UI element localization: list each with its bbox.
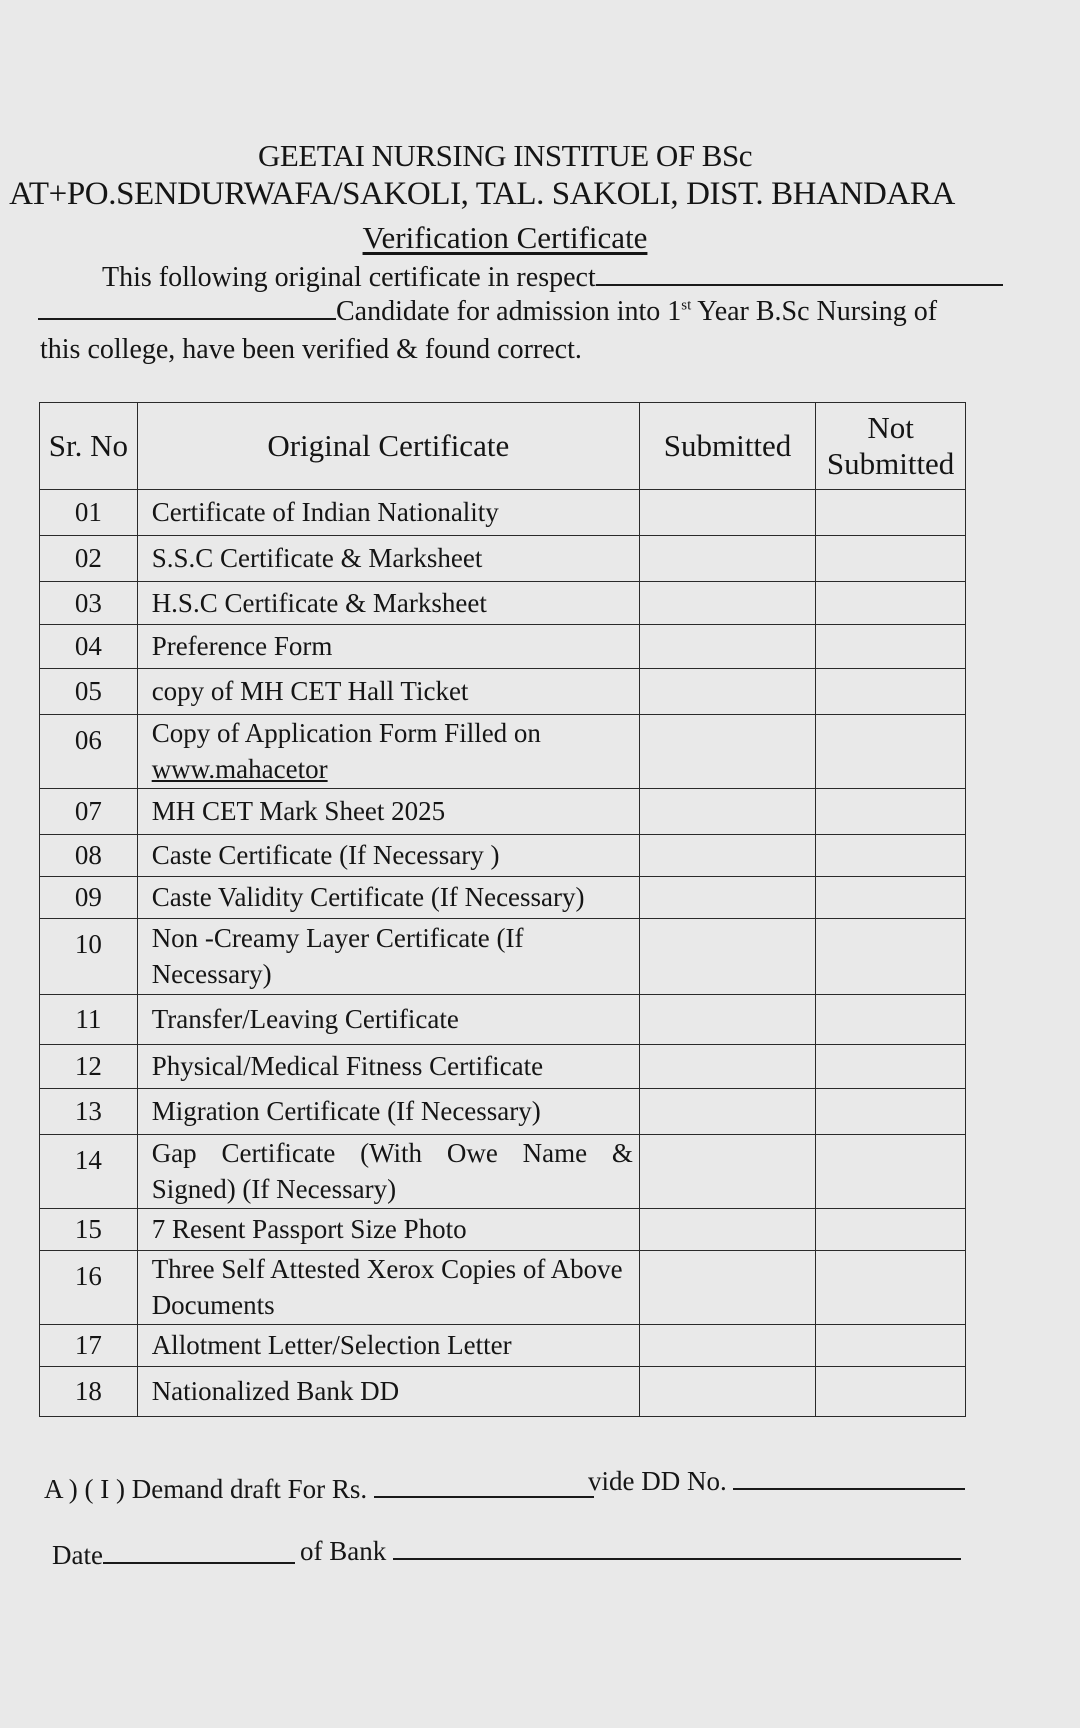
row-certificate: H.S.C Certificate & Marksheet (137, 582, 639, 625)
row-sr: 05 (40, 669, 138, 715)
submitted-cell[interactable] (639, 1044, 815, 1088)
row-sr: 09 (40, 876, 138, 918)
table-row (40, 536, 966, 582)
row-sr: 01 (40, 490, 138, 536)
table-row (40, 1208, 966, 1250)
header-original-certificate: Original Certificate (137, 403, 639, 490)
dd-amount-field[interactable] (374, 1495, 594, 1498)
row-sr: 03 (40, 582, 138, 625)
intro-text-3: Year B.Sc Nursing of (691, 296, 938, 327)
row-sr: 10 (40, 918, 138, 994)
row-certificate-line-2: Necessary) (151, 959, 272, 990)
not-submitted-cell[interactable] (816, 1250, 966, 1324)
submitted-cell[interactable] (639, 582, 815, 625)
row-certificate: Transfer/Leaving Certificate (137, 994, 639, 1044)
header-not-text: Not (867, 410, 914, 445)
intro-text-1: This following original certificate in respect (102, 262, 596, 293)
institute-name: GEETAI NURSING INSTITUE OF BSc (258, 138, 752, 173)
row-sr: 06 (40, 715, 138, 789)
not-submitted-cell[interactable] (816, 1366, 966, 1416)
table-header-row (40, 403, 966, 490)
dd-number-field[interactable] (733, 1487, 965, 1490)
row-sr: 12 (40, 1044, 138, 1088)
row-sr: 18 (40, 1366, 138, 1416)
row-certificate: 7 Resent Passport Size Photo (137, 1208, 639, 1250)
bank-label: of Bank (300, 1536, 387, 1566)
not-submitted-cell[interactable] (816, 582, 966, 625)
submitted-cell[interactable] (639, 1088, 815, 1134)
row-certificate-line-1: Gap Certificate (With Owe Name & (151, 1137, 633, 1168)
row-sr: 17 (40, 1324, 138, 1366)
not-submitted-cell[interactable] (816, 788, 966, 834)
submitted-cell[interactable] (639, 490, 815, 536)
header-not-submitted (816, 403, 966, 490)
intro-line-1 (102, 262, 1003, 294)
submitted-cell[interactable] (639, 918, 815, 994)
row-certificate: Caste Validity Certificate (If Necessary) (137, 876, 639, 918)
table-row (40, 1134, 966, 1208)
row-certificate: Physical/Medical Fitness Certificate (137, 1044, 639, 1088)
row-certificate: Preference Form (137, 625, 639, 669)
not-submitted-cell[interactable] (816, 536, 966, 582)
submitted-cell[interactable] (639, 788, 815, 834)
intro-superscript: st (681, 297, 692, 314)
intro-text-2: Candidate for admission into 1 (336, 296, 682, 327)
row-certificate-line-1: Non -Creamy Layer Certificate (If (151, 922, 524, 953)
row-sr: 14 (40, 1134, 138, 1208)
not-submitted-cell[interactable] (816, 625, 966, 669)
table-row (40, 625, 966, 669)
row-certificate (137, 1250, 639, 1324)
row-certificate-line-1: Three Self Attested Xerox Copies of Above (151, 1253, 623, 1284)
date-label: Date (52, 1540, 103, 1570)
table-row (40, 788, 966, 834)
institute-address: AT+PO.SENDURWAFA/SAKOLI, TAL. SAKOLI, DIST. BHANDARA (9, 176, 955, 212)
mahacet-link: www.mahacetor (151, 754, 328, 785)
row-certificate: S.S.C Certificate & Marksheet (137, 536, 639, 582)
not-submitted-cell[interactable] (816, 1044, 966, 1088)
certificate-table (39, 402, 966, 1417)
dd-number-label: vide DD No. (588, 1466, 727, 1496)
intro-line-2 (38, 296, 937, 328)
not-submitted-cell[interactable] (816, 1324, 966, 1366)
demand-draft-label: A ) ( I ) Demand draft For Rs. (44, 1474, 368, 1504)
submitted-cell[interactable] (639, 1366, 815, 1416)
table-row (40, 834, 966, 876)
table-row (40, 669, 966, 715)
date-field[interactable] (103, 1561, 295, 1564)
not-submitted-cell[interactable] (816, 876, 966, 918)
candidate-name-blank-2 (38, 317, 336, 320)
row-certificate (137, 918, 639, 994)
submitted-cell[interactable] (639, 1208, 815, 1250)
row-certificate-line-1: Copy of Application Form Filled on (151, 718, 541, 748)
row-certificate (137, 1134, 639, 1208)
row-sr: 11 (40, 994, 138, 1044)
not-submitted-cell[interactable] (816, 994, 966, 1044)
not-submitted-cell[interactable] (816, 715, 966, 789)
table-row (40, 490, 966, 536)
table-row (40, 876, 966, 918)
row-certificate: Allotment Letter/Selection Letter (137, 1324, 639, 1366)
submitted-cell[interactable] (639, 876, 815, 918)
row-certificate: Nationalized Bank DD (137, 1366, 639, 1416)
row-certificate-line-2: Signed) (If Necessary) (151, 1174, 397, 1205)
submitted-cell[interactable] (639, 834, 815, 876)
not-submitted-cell[interactable] (816, 918, 966, 994)
table-row (40, 918, 966, 994)
submitted-cell[interactable] (639, 669, 815, 715)
not-submitted-cell[interactable] (816, 1208, 966, 1250)
dd-number-line (588, 1466, 965, 1497)
row-certificate: Caste Certificate (If Necessary ) (137, 834, 639, 876)
demand-draft-line (44, 1474, 594, 1505)
row-sr: 16 (40, 1250, 138, 1324)
row-certificate: MH CET Mark Sheet 2025 (137, 788, 639, 834)
row-sr: 02 (40, 536, 138, 582)
bank-line (300, 1536, 961, 1567)
not-submitted-cell[interactable] (816, 1088, 966, 1134)
row-certificate (137, 715, 639, 789)
row-certificate: Certificate of Indian Nationality (137, 490, 639, 536)
not-submitted-cell[interactable] (816, 1134, 966, 1208)
row-sr: 04 (40, 625, 138, 669)
row-certificate: Migration Certificate (If Necessary) (137, 1088, 639, 1134)
not-submitted-cell[interactable] (816, 669, 966, 715)
row-sr: 07 (40, 788, 138, 834)
row-sr: 13 (40, 1088, 138, 1134)
not-submitted-cell[interactable] (816, 834, 966, 876)
bank-field[interactable] (393, 1557, 961, 1560)
table-row (40, 1088, 966, 1134)
header-sr-no: Sr. No (40, 403, 138, 490)
candidate-name-blank (596, 283, 1003, 286)
row-sr: 15 (40, 1208, 138, 1250)
submitted-cell[interactable] (639, 1134, 815, 1208)
header-submitted: Submitted (639, 403, 815, 490)
submitted-cell[interactable] (639, 994, 815, 1044)
submitted-cell[interactable] (639, 536, 815, 582)
intro-line-3: this college, have been verified & found correct. (40, 334, 582, 365)
row-sr: 08 (40, 834, 138, 876)
submitted-cell[interactable] (639, 715, 815, 789)
table-row (40, 1366, 966, 1416)
table-row (40, 715, 966, 789)
not-submitted-cell[interactable] (816, 490, 966, 536)
table-row (40, 1250, 966, 1324)
document-title: Verification Certificate (362, 220, 648, 255)
submitted-cell[interactable] (639, 1250, 815, 1324)
table-row (40, 1044, 966, 1088)
header-submitted-text: Submitted (826, 446, 955, 481)
table-row (40, 994, 966, 1044)
table-row (40, 1324, 966, 1366)
submitted-cell[interactable] (639, 625, 815, 669)
row-certificate-line-2: Documents (151, 1290, 275, 1321)
row-certificate: copy of MH CET Hall Ticket (137, 669, 639, 715)
submitted-cell[interactable] (639, 1324, 815, 1366)
table-row (40, 582, 966, 625)
date-line (52, 1540, 295, 1571)
